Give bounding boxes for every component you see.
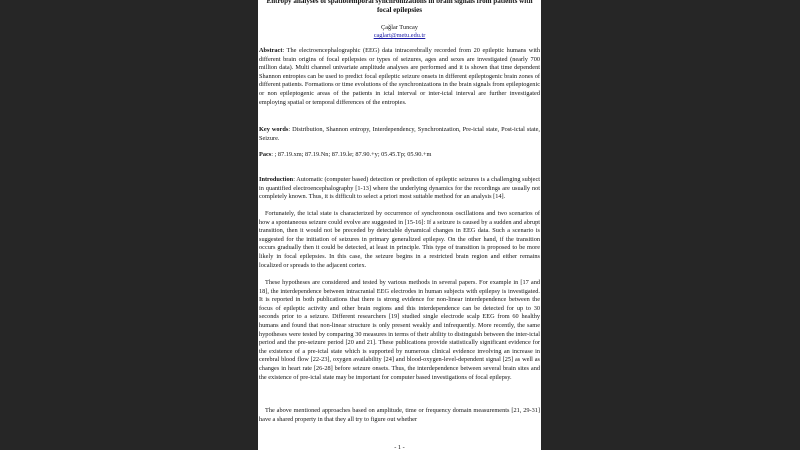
- keywords-label: Key words: [259, 126, 289, 133]
- pacs-text: : ; 87.19.xm; 87.19.Nn; 87.19.le; 87.90.+y; 05.45.Tp; 05.90.+m: [271, 151, 432, 158]
- pacs-paragraph: [259, 151, 540, 160]
- paper-page: [258, 0, 541, 450]
- page-number: - 1 -: [394, 444, 405, 450]
- introduction-paragraph-4: The above mentioned approaches based on amplitude, time or frequency domain measurements [21, 29-31] have a shared property in that they all try to figure out whether: [259, 407, 540, 423]
- introduction-paragraph-2: Fortunately, the ictal state is characterized by occurrence of synchronous oscillations and two scenarios of how a spontaneous seizure could evolve are suggested in [15-16]: If a seizure is caused by a sudden and abrupt transition, then it would not be preceded by detectable dynamical changes in EEG data. Such a scenario is suggested for the initiation of seizures in primary generalized epilepsy. On the other hand, if the transition occurs gradually then it could be detected, at least in principle. This type of transition is proposed to be more likely in focal epilepsies. In this case, the seizure begins in a restricted brain region and either remains localized or spreads to the adjacent cortex.: [259, 210, 540, 269]
- paper-title: Entropy analyses of spatiotemporal synchronizations in brain signals from patients with focal epilepsies: [266, 0, 533, 14]
- keywords-text: : Distribution, Shannon entropy, Interdependency, Synchronization, Pre-ictal state, Post-ictal state, Seizure.: [259, 126, 540, 142]
- pacs-label: Pacs: [259, 151, 272, 158]
- author-name: Çağlar Tuncay: [381, 24, 418, 31]
- keywords-paragraph: [259, 126, 540, 143]
- introduction-paragraph-3: These hypotheses are considered and tested by various methods in several papers. For example in [17 and 18], the interdependence between intracranial EEG electrodes in human subjects with epilepsy is investigated. It is reported in both publications that there is strong evidence for non-linear interdependence between the focus of epileptic activity and other brain regions and this interdependence can be detected for up to 30 seconds prior to a seizure. Different researchers [19] studied single electrode scalp EEG from 60 healthy humans and found that non-linear structure is only present weakly and infrequently. More recently, the same hypotheses were tested by comparing 30 measures in terms of their ability to distinguish between the inter-ictal period and the pre-seizure period [20 and 21]. These publications provide statistically significant evidence for the existence of a pre-ictal state which is supported by numerous clinical evidence involving an increase in cerebral blood flow [22-23], oxygen availability [24] and blood-oxygen-level-dependent signal [25] as well as changes in heart rate [26-28] before seizure onsets. Thus, the interdependence between several brain sites and the existence of pre-ictal state may be important for computer based investigations of focal epilepsy.: [259, 279, 540, 381]
- abstract-text: : The electroencephalographic (EEG) data intracerebrally recorded from 20 epileptic humans with different brain origins of focal epilepsies or types of seizures, ages and sexes are investigated (nearly 700 million data). Multi channel univariate amplitude analyses are performed and it is shown that time dependent Shannon entropies can be used to predict focal epileptic seizure onsets in different epileptogenic brain zones of different patients. Formations or time evolutions of the synchronizations in the brain signals from epileptogenic or non epileptogenic areas of the patients in ictal interval or inter-ictal interval are further investigated employing spatial or temporal differences of the entropies.: [259, 47, 540, 106]
- abstract-label: Abstract: [259, 47, 283, 54]
- introduction-paragraph-1: [259, 176, 540, 202]
- abstract-paragraph: [259, 47, 540, 107]
- author-email-link[interactable]: caglart@metu.edu.tr: [373, 32, 426, 39]
- introduction-label: Introduction: [259, 176, 294, 183]
- introduction-text-1: : Automatic (computer based) detection or prediction of epileptic seizures is a challenging subject in quantified electroencephalography [1-13] where the underlying dynamics for the recordings are usually not completely known. Thus, it is difficult to select a priori most suitable method for an analysis [14].: [259, 176, 540, 201]
